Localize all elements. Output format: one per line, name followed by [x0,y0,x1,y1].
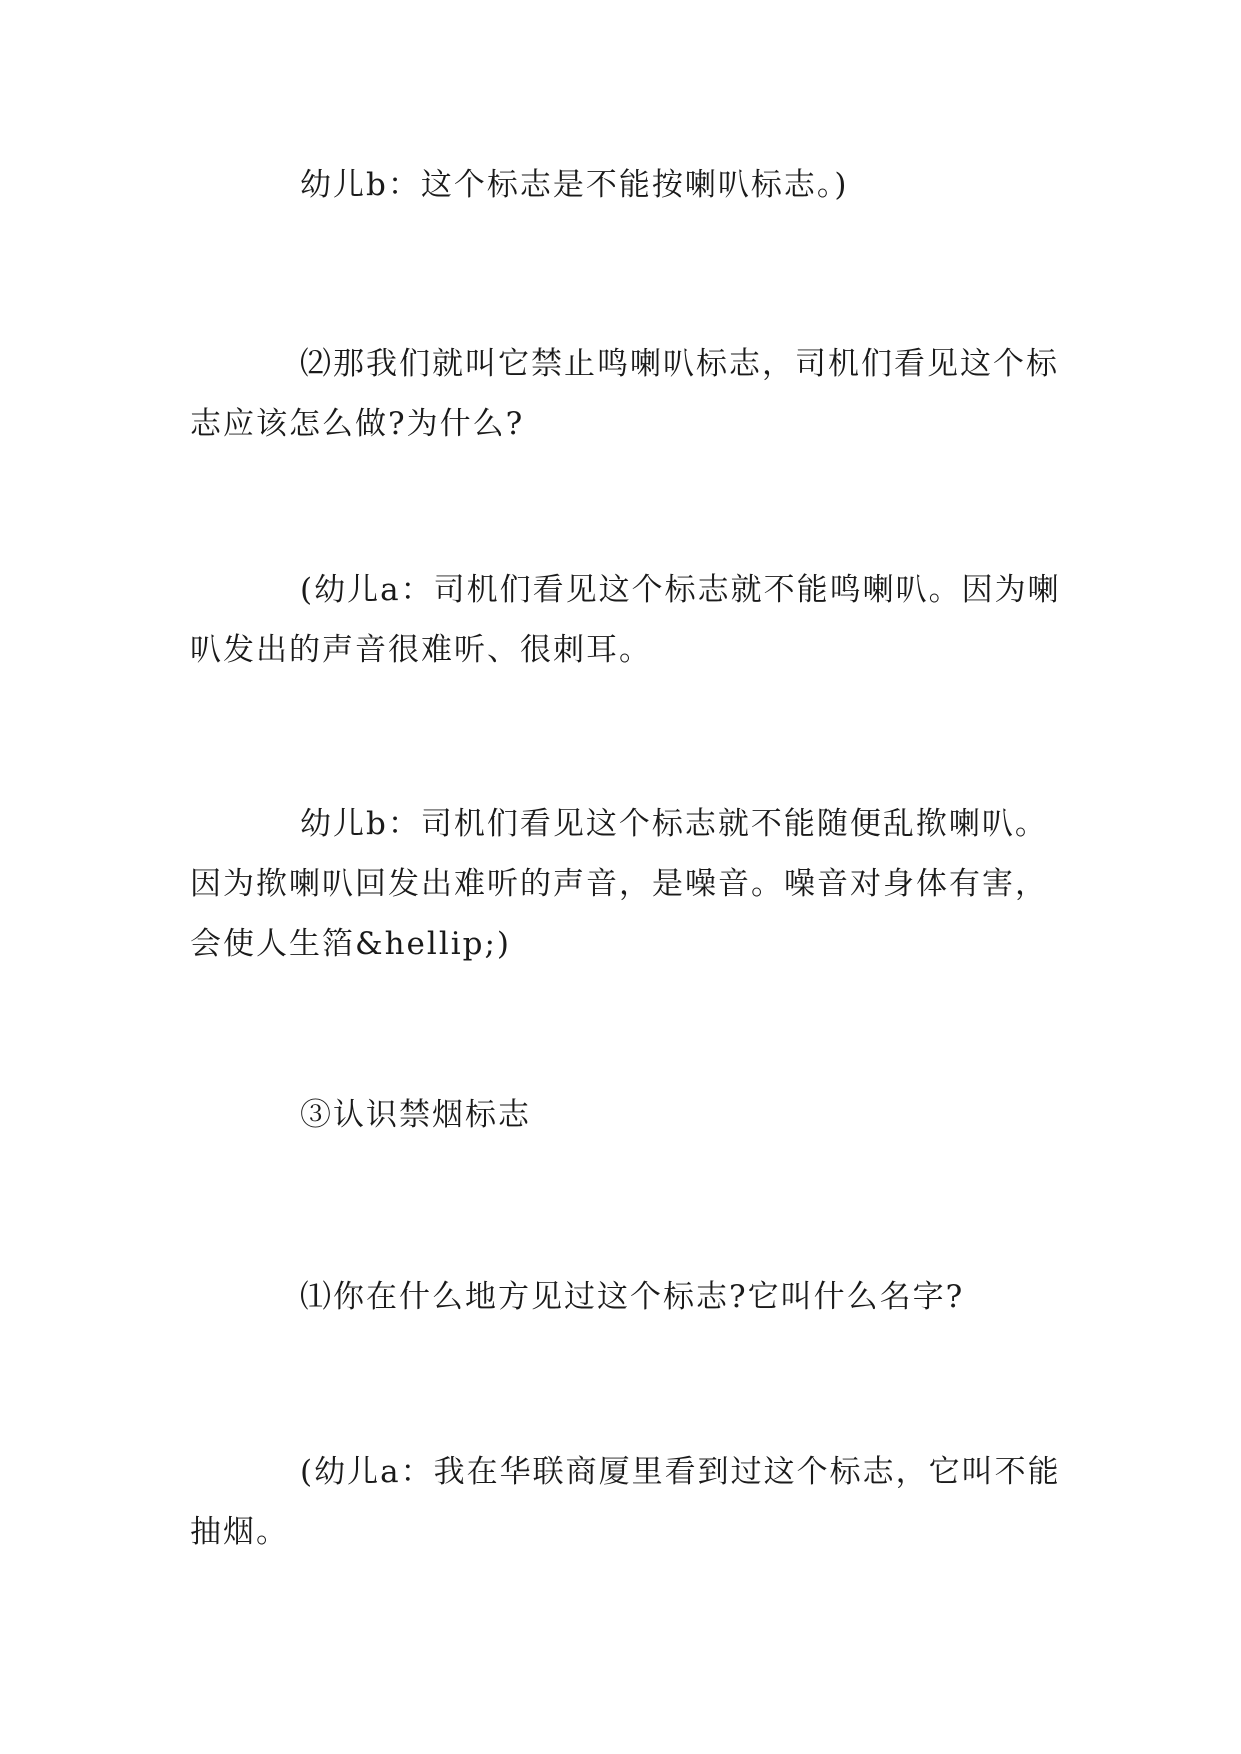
paragraph-child-a-smoking-answer: (幼儿a：我在华联商厦里看到过这个标志，它叫不能抽烟。 [190,1454,1061,1550]
paragraph-child-b-horn-sign: 幼儿b：这个标志是不能按喇叭标志。) [300,167,849,203]
paragraph-child-b-answer: 幼儿b：司机们看见这个标志就不能随便乱揿喇叭。因为揿喇叭回发出难听的声音，是噪音。噪音对身体有害，会使人生箔&hellip;) [190,806,1048,962]
section-heading-no-smoking: ③认识禁烟标志 [300,1097,531,1133]
paragraph-question-no-honking: ⑵那我们就叫它禁止鸣喇叭标志，司机们看见这个标志应该怎么做?为什么? [190,346,1059,442]
paragraph-question-where-seen: ⑴你在什么地方见过这个标志?它叫什么名字? [300,1279,965,1315]
paragraph-child-a-answer: (幼儿a：司机们看见这个标志就不能鸣喇叭。因为喇叭发出的声音很难听、很刺耳。 [190,572,1061,668]
